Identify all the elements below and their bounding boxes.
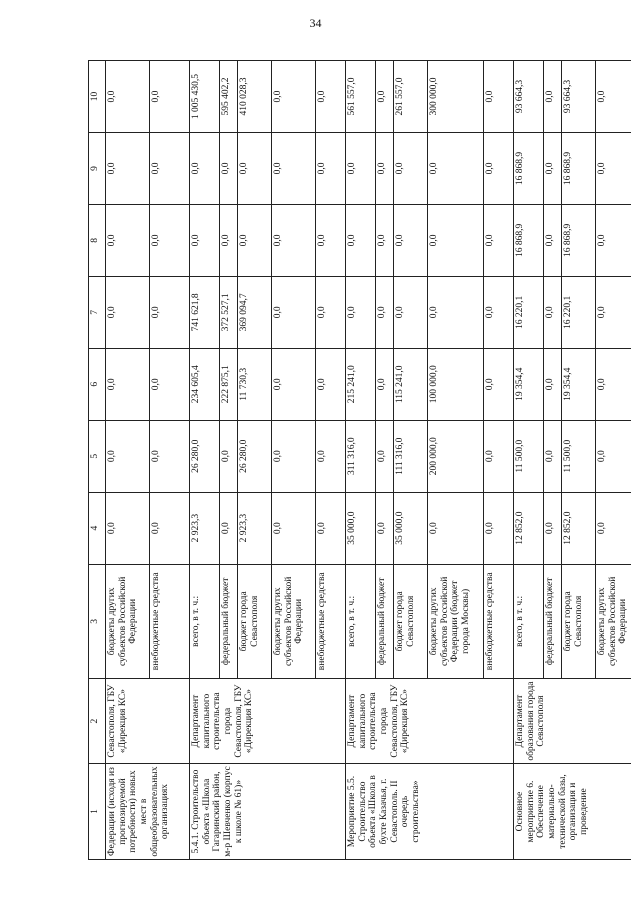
column-header: 5	[89, 420, 106, 492]
value-cell: 300 000,0	[428, 61, 484, 133]
activity-name-cell: Федерации (исходя из прогнозируемой потребности) новых мест в общеобразовательных организациях	[106, 764, 190, 860]
value-cell: 741 621,8	[190, 276, 220, 348]
value-cell: 0,0	[484, 132, 514, 204]
value-cell: 0,0	[484, 204, 514, 276]
value-cell: 0,0	[376, 348, 394, 420]
value-cell: 12 852,0	[562, 492, 596, 564]
table-body	[106, 61, 631, 860]
value-cell: 0,0	[150, 132, 190, 204]
value-cell: 0,0	[596, 348, 631, 420]
value-cell: 12 852,0	[514, 492, 544, 564]
value-cell: 0,0	[220, 204, 238, 276]
value-cell: 0,0	[544, 420, 562, 492]
funding-source-cell: всего, в т. ч.:	[514, 564, 544, 678]
value-cell: 0,0	[272, 276, 316, 348]
value-cell: 0,0	[316, 420, 346, 492]
column-header: 9	[89, 132, 106, 204]
funding-source-cell: бюджеты других субъектов Российской Федерации	[272, 564, 316, 678]
funding-source-cell: федеральный бюджет	[376, 564, 394, 678]
activity-name-cell: Основное мероприятие 6. Обеспечение материально-технической базы, организация и проведение	[514, 764, 631, 860]
funding-source-cell: бюджет города Севастополя	[238, 564, 272, 678]
value-cell: 0,0	[596, 492, 631, 564]
value-cell: 0,0	[106, 420, 150, 492]
value-cell: 261 557,0	[394, 61, 428, 133]
value-cell: 11 730,3	[238, 348, 272, 420]
executor-cell: Департамент образования города Севастополя	[514, 679, 631, 764]
funding-source-cell: бюджеты других субъектов Российской Федерации	[106, 564, 150, 678]
value-cell: 0,0	[220, 132, 238, 204]
value-cell: 0,0	[106, 276, 150, 348]
column-header: 2	[89, 679, 106, 764]
value-cell: 16 868,9	[562, 132, 596, 204]
value-cell: 0,0	[316, 276, 346, 348]
executor-cell: Севастополя, ГБУ «Дирекция КС»	[106, 679, 190, 764]
value-cell: 0,0	[544, 276, 562, 348]
value-cell: 0,0	[544, 204, 562, 276]
value-cell: 0,0	[272, 204, 316, 276]
activity-name-cell: 5.4.1. Строительство объекта «Школа Гагаринский район, м-р Шевченко (корпус к школе № 61)»	[190, 764, 346, 860]
value-cell: 0,0	[238, 204, 272, 276]
value-cell: 93 664,3	[562, 61, 596, 133]
funding-source-cell: внебюджетные средства	[484, 564, 514, 678]
value-cell: 0,0	[346, 204, 376, 276]
column-header: 6	[89, 348, 106, 420]
value-cell: 0,0	[428, 276, 484, 348]
value-cell: 0,0	[376, 61, 394, 133]
value-cell: 0,0	[272, 348, 316, 420]
value-cell: 0,0	[316, 61, 346, 133]
value-cell: 111 316,0	[394, 420, 428, 492]
value-cell: 0,0	[150, 348, 190, 420]
value-cell: 115 241,0	[394, 348, 428, 420]
table-row	[514, 61, 544, 860]
executor-cell: Департамент капитального строительства города Севастополя, ГБУ «Дирекция КС»	[190, 679, 346, 764]
executor-cell: Департамент капитального строительства города Севастополя, ГБУ «Дирекция КС»	[346, 679, 514, 764]
value-cell: 0,0	[346, 276, 376, 348]
funding-source-cell: бюджеты других субъектов Российской Федерации (бюджет города Москвы)	[428, 564, 484, 678]
value-cell: 0,0	[316, 132, 346, 204]
value-cell: 0,0	[150, 204, 190, 276]
funding-source-cell: федеральный бюджет	[220, 564, 238, 678]
value-cell: 234 605,4	[190, 348, 220, 420]
value-cell: 0,0	[316, 204, 346, 276]
value-cell: 0,0	[220, 420, 238, 492]
value-cell: 0,0	[150, 276, 190, 348]
value-cell: 200 000,0	[428, 420, 484, 492]
table-row	[190, 61, 220, 860]
funding-source-cell: бюджет города Севастополя	[394, 564, 428, 678]
value-cell: 19 354,4	[562, 348, 596, 420]
value-cell: 0,0	[272, 61, 316, 133]
value-cell: 0,0	[484, 492, 514, 564]
value-cell: 0,0	[272, 492, 316, 564]
value-cell: 0,0	[106, 348, 150, 420]
value-cell: 100 000,0	[428, 348, 484, 420]
value-cell: 0,0	[190, 204, 220, 276]
funding-source-cell: бюджет города Севастополя	[562, 564, 596, 678]
value-cell: 19 354,4	[514, 348, 544, 420]
value-cell: 0,0	[106, 492, 150, 564]
activity-name-cell: Мероприятие 5.5. Строительство объекта «Школа в бухте Казачья, г. Севастополь. II очередь строительства»	[346, 764, 514, 860]
value-cell: 0,0	[394, 132, 428, 204]
funding-source-cell: бюджеты других субъектов Российской Федерации	[596, 564, 631, 678]
value-cell: 0,0	[544, 132, 562, 204]
value-cell: 0,0	[596, 204, 631, 276]
value-cell: 35 000,0	[346, 492, 376, 564]
table-row	[106, 61, 150, 860]
value-cell: 0,0	[376, 492, 394, 564]
value-cell: 0,0	[150, 420, 190, 492]
value-cell: 16 868,9	[562, 204, 596, 276]
value-cell: 0,0	[484, 276, 514, 348]
value-cell: 11 500,0	[562, 420, 596, 492]
value-cell: 35 000,0	[394, 492, 428, 564]
value-cell: 0,0	[272, 420, 316, 492]
table-header-row	[89, 61, 106, 860]
value-cell: 0,0	[484, 61, 514, 133]
value-cell: 311 316,0	[346, 420, 376, 492]
value-cell: 1 005 430,5	[190, 61, 220, 133]
value-cell: 26 280,0	[238, 420, 272, 492]
value-cell: 0,0	[596, 420, 631, 492]
column-header: 1	[89, 764, 106, 860]
value-cell: 26 280,0	[190, 420, 220, 492]
value-cell: 0,0	[484, 348, 514, 420]
table-row	[346, 61, 376, 860]
value-cell: 222 875,1	[220, 348, 238, 420]
value-cell: 0,0	[428, 204, 484, 276]
value-cell: 93 664,3	[514, 61, 544, 133]
value-cell: 11 500,0	[514, 420, 544, 492]
value-cell: 0,0	[238, 132, 272, 204]
value-cell: 16 868,9	[514, 132, 544, 204]
page-number: 34	[309, 16, 322, 30]
value-cell: 0,0	[394, 276, 428, 348]
value-cell: 0,0	[428, 132, 484, 204]
value-cell: 0,0	[150, 492, 190, 564]
value-cell: 0,0	[596, 132, 631, 204]
budget-table	[88, 60, 631, 860]
value-cell: 0,0	[106, 204, 150, 276]
value-cell: 0,0	[150, 61, 190, 133]
value-cell: 0,0	[544, 348, 562, 420]
rotated-table-container	[88, 60, 629, 860]
value-cell: 16 220,1	[562, 276, 596, 348]
column-header: 7	[89, 276, 106, 348]
column-header: 10	[89, 61, 106, 133]
value-cell: 561 557,0	[346, 61, 376, 133]
value-cell: 0,0	[376, 420, 394, 492]
value-cell: 2 923,3	[190, 492, 220, 564]
value-cell: 0,0	[544, 492, 562, 564]
column-header: 3	[89, 564, 106, 678]
value-cell: 0,0	[376, 204, 394, 276]
value-cell: 0,0	[394, 204, 428, 276]
value-cell: 0,0	[484, 420, 514, 492]
value-cell: 372 527,1	[220, 276, 238, 348]
funding-source-cell: внебюджетные средства	[150, 564, 190, 678]
value-cell: 0,0	[316, 348, 346, 420]
value-cell: 16 220,1	[514, 276, 544, 348]
value-cell: 16 868,9	[514, 204, 544, 276]
funding-source-cell: федеральный бюджет	[544, 564, 562, 678]
funding-source-cell: всего, в т. ч.:	[190, 564, 220, 678]
value-cell: 0,0	[428, 492, 484, 564]
value-cell: 0,0	[190, 132, 220, 204]
value-cell: 369 094,7	[238, 276, 272, 348]
value-cell: 0,0	[106, 132, 150, 204]
value-cell: 0,0	[272, 132, 316, 204]
funding-source-cell: внебюджетные средства	[316, 564, 346, 678]
value-cell: 0,0	[106, 61, 150, 133]
value-cell: 0,0	[596, 61, 631, 133]
value-cell: 0,0	[376, 276, 394, 348]
value-cell: 0,0	[596, 276, 631, 348]
value-cell: 0,0	[346, 132, 376, 204]
value-cell: 410 028,3	[238, 61, 272, 133]
funding-source-cell: всего, в т. ч.:	[346, 564, 376, 678]
value-cell: 0,0	[220, 492, 238, 564]
value-cell: 0,0	[544, 61, 562, 133]
column-header: 4	[89, 492, 106, 564]
value-cell: 215 241,0	[346, 348, 376, 420]
value-cell: 0,0	[316, 492, 346, 564]
value-cell: 595 402,2	[220, 61, 238, 133]
value-cell: 0,0	[376, 132, 394, 204]
value-cell: 2 923,3	[238, 492, 272, 564]
column-header: 8	[89, 204, 106, 276]
